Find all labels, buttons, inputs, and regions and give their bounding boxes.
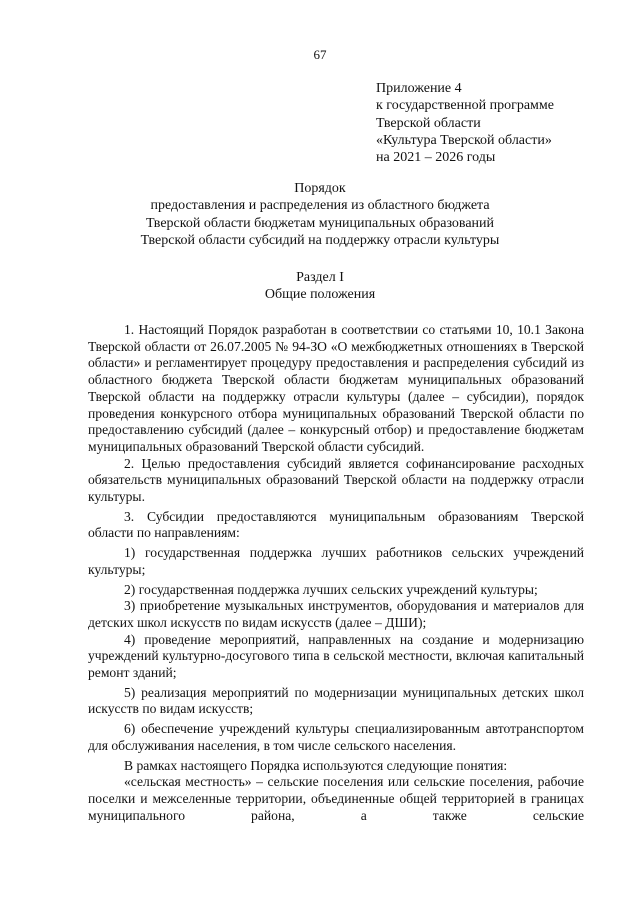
paragraph: 3. Субсидии предоставляются муниципальным образованиям Тверской области по направлениям: [88, 508, 584, 541]
paragraph: «сельская местность» – сельские поселения или сельские поселения, рабочие поселки и межселенные территории, объединенные общей территорией в границах муниципального района, а также сельские [88, 774, 584, 823]
paragraph: 2. Целью предоставления субсидий является софинансирование расходных обязательств муниципальных образований Тверской области на поддержку отрасли культуры. [88, 455, 584, 505]
title-line: предоставления и распределения из областного бюджета [150, 198, 490, 214]
list-item: 5) реализация мероприятий по модернизации муниципальных детских школ искусств по видам искусств; [88, 684, 584, 717]
title-heading: Порядок [294, 181, 346, 196]
appendix-line: на 2021 – 2026 годы [376, 150, 496, 166]
list-item: 4) проведение мероприятий, направленных на создание и модернизацию учреждений культурно-досугового типа в сельской местности, включая капитальный ремонт зданий; [88, 631, 584, 681]
section-name: Общие положения [264, 287, 376, 303]
body-text [88, 322, 584, 824]
paragraph: В рамках настоящего Порядка используются следующие понятия: [124, 757, 508, 773]
appendix-line: к государственной программе [376, 98, 554, 114]
page-number: 67 [313, 47, 327, 62]
title-line: Тверской области субсидий на поддержку отрасли культуры [140, 232, 500, 248]
section-number: Раздел I [296, 270, 344, 285]
list-item: 6) обеспечение учреждений культуры специализированным автотранспортом для обслуживания населения, в том числе сельского населения. [88, 721, 584, 753]
list-item: 2) государственная поддержка лучших сельских учреждений культуры; [124, 581, 538, 597]
appendix-block [376, 80, 554, 166]
paragraph: 1. Настоящий Порядок разработан в соответствии со статьями 10, 10.1 Закона Тверской области от 26.07.2005 № 94-ЗО «О межбюджетных отношениях в Тверской области» и регламентирует процедуру предоставления и распределения субсидий из областного бюджета Тверской области бюджетам муниципальных образований Тверской области на поддержку отрасли культуры (далее – субсидии), порядок проведения конкурсного отбора муниципальных образований Тверской области по предоставлению субсидий (далее – конкурсный отбор) и предоставление бюджетам муниципальных образований Тверской области субсидий. [88, 322, 584, 454]
title-line: Тверской области бюджетам муниципальных образований [145, 215, 495, 231]
section-heading [0, 269, 640, 304]
appendix-line: Приложение 4 [376, 81, 462, 96]
list-item: 1) государственная поддержка лучших работников сельских учреждений культуры; [88, 545, 584, 577]
appendix-line: «Культура Тверской области» [376, 132, 552, 148]
appendix-line: Тверской области [376, 115, 481, 131]
document-title [0, 180, 640, 249]
list-item: 3) приобретение музыкальных инструментов, оборудования и материалов для детских школ искусств по видам искусств (далее – ДШИ); [88, 598, 584, 630]
